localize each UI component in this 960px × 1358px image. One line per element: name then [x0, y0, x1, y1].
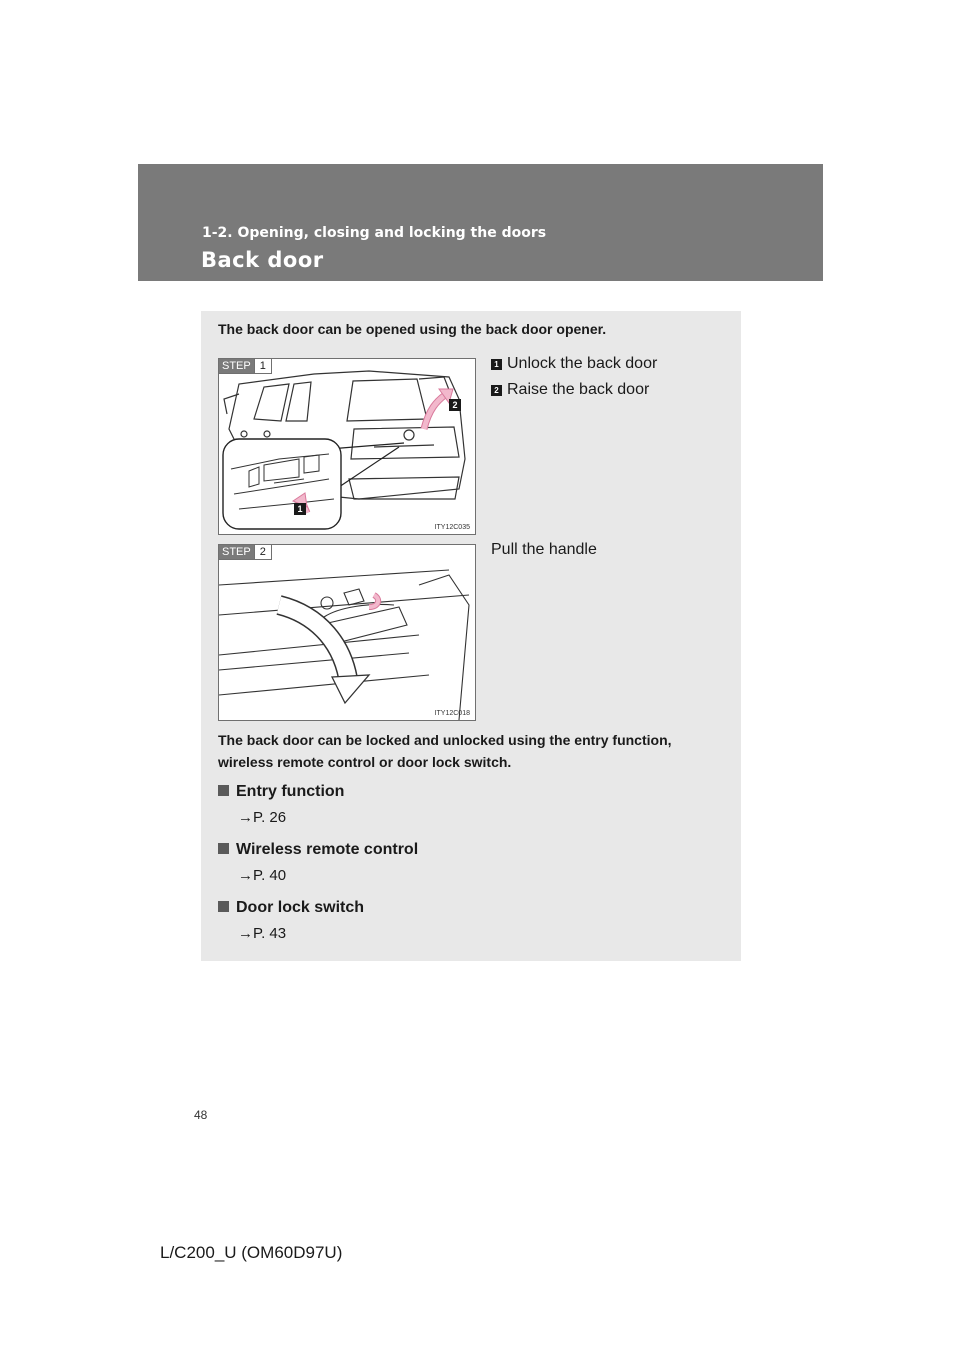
callout-1: 1 — [294, 503, 306, 515]
step1-figure — [218, 358, 476, 535]
section-label: 1-2. Opening, closing and locking the doors — [202, 225, 547, 241]
lock-text-line2: wireless remote control or door lock switch. — [218, 754, 512, 770]
step-number: 2 — [254, 545, 271, 559]
step2-figure — [218, 544, 476, 721]
square-bullet-icon — [218, 785, 229, 796]
step1-item2-text: Raise the back door — [507, 381, 650, 398]
lock-text-line1: The back door can be locked and unlocked using the entry function, — [218, 732, 672, 748]
page-reference[interactable]: →P. 40 — [238, 867, 287, 884]
heading-label: Entry function — [236, 783, 345, 800]
step-word: STEP — [219, 545, 254, 559]
step1-item1-marker: 1 — [491, 359, 502, 370]
square-bullet-icon — [218, 901, 229, 912]
square-bullet-icon — [218, 843, 229, 854]
intro-text: The back door can be opened using the back door opener. — [218, 321, 607, 337]
heading-label: Door lock switch — [236, 899, 365, 916]
document-code: L/C200_U (OM60D97U) — [160, 1243, 343, 1262]
step1-item1-text: Unlock the back door — [507, 355, 658, 372]
figure-code: ITY12C018 — [434, 710, 470, 717]
step1-item2-marker: 2 — [491, 385, 502, 396]
page-title: Back door — [201, 248, 324, 272]
step-number: 1 — [254, 359, 271, 373]
heading-wireless-remote-control — [218, 841, 418, 859]
heading-entry-function — [218, 783, 344, 801]
figure-code: ITY12C035 — [434, 524, 470, 531]
heading-label: Wireless remote control — [236, 841, 419, 858]
page-reference[interactable]: →P. 26 — [238, 809, 287, 826]
callout-2: 2 — [449, 399, 461, 411]
back-door-illustration — [219, 359, 475, 534]
handle-illustration — [219, 545, 475, 720]
step2-instruction: Pull the handle — [491, 541, 597, 558]
step-word: STEP — [219, 359, 254, 373]
step1-label — [219, 359, 272, 374]
page-reference[interactable]: →P. 43 — [238, 925, 287, 942]
heading-door-lock-switch — [218, 899, 364, 917]
step2-label — [219, 545, 272, 560]
page-number: 48 — [194, 1108, 208, 1122]
section-header — [138, 164, 823, 281]
